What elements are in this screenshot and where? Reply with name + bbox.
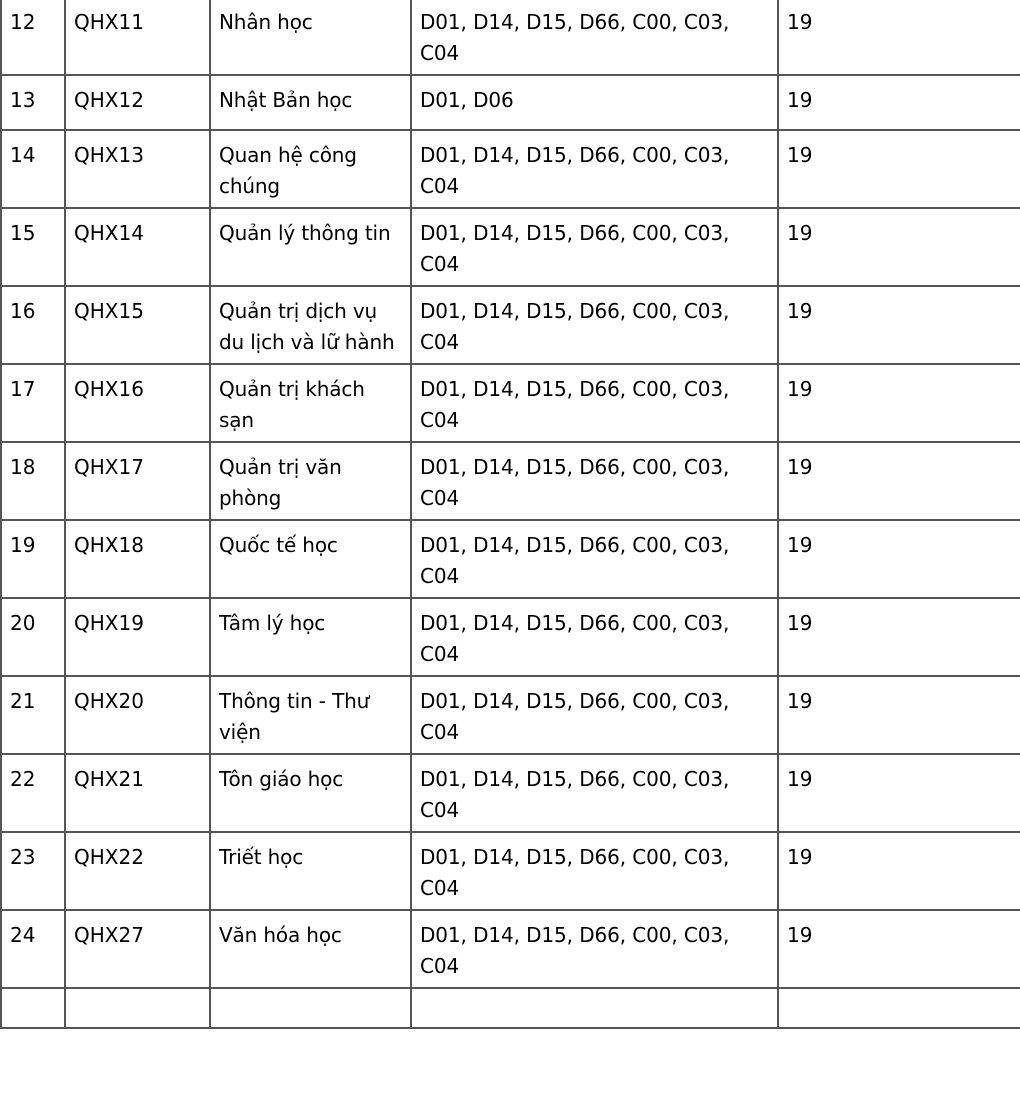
table-row <box>1 75 1020 130</box>
table-row <box>1 442 1020 520</box>
major-code-cell: QHX22 <box>65 832 210 910</box>
major-name-cell: Thông tin - Thư viện <box>210 676 411 754</box>
table-row <box>1 910 1020 988</box>
table-row <box>1 754 1020 832</box>
major-code-cell: QHX13 <box>65 130 210 208</box>
major-name-cell: Nhân học <box>210 0 411 75</box>
table-row <box>1 364 1020 442</box>
score-cell: 19 <box>778 364 1020 442</box>
score-cell: 19 <box>778 0 1020 75</box>
subject-combinations-cell: D01, D14, D15, D66, C00, C03, C04 <box>411 130 778 208</box>
major-code-cell: QHX21 <box>65 754 210 832</box>
score-cell: 19 <box>778 676 1020 754</box>
row-number-cell: 21 <box>1 676 65 754</box>
score-cell: 19 <box>778 832 1020 910</box>
table-row-cut-off <box>1 988 1020 1028</box>
table-row <box>1 832 1020 910</box>
score-cell: 19 <box>778 910 1020 988</box>
major-code-cell: QHX18 <box>65 520 210 598</box>
score-cell: 19 <box>778 754 1020 832</box>
major-name-cell: Tôn giáo học <box>210 754 411 832</box>
table-row <box>1 0 1020 75</box>
major-name-cell: Triết học <box>210 832 411 910</box>
major-name-cell: Quan hệ công chúng <box>210 130 411 208</box>
table-row <box>1 598 1020 676</box>
score-cell: 19 <box>778 75 1020 130</box>
major-code-cell: QHX12 <box>65 75 210 130</box>
major-name-cell: Văn hóa học <box>210 910 411 988</box>
major-code-cell: QHX19 <box>65 598 210 676</box>
subject-combinations-cell: D01, D14, D15, D66, C00, C03, C04 <box>411 442 778 520</box>
major-code-cell: QHX27 <box>65 910 210 988</box>
subject-combinations-cell: D01, D14, D15, D66, C00, C03, C04 <box>411 520 778 598</box>
subject-combinations-cell: D01, D14, D15, D66, C00, C03, C04 <box>411 364 778 442</box>
empty-cell <box>778 988 1020 1028</box>
row-number-cell: 15 <box>1 208 65 286</box>
score-cell: 19 <box>778 130 1020 208</box>
row-number-cell: 18 <box>1 442 65 520</box>
table-row <box>1 130 1020 208</box>
table-row <box>1 286 1020 364</box>
row-number-cell: 13 <box>1 75 65 130</box>
row-number-cell: 20 <box>1 598 65 676</box>
row-number-cell: 12 <box>1 0 65 75</box>
subject-combinations-cell: D01, D14, D15, D66, C00, C03, C04 <box>411 754 778 832</box>
major-name-cell: Quản trị văn phòng <box>210 442 411 520</box>
subject-combinations-cell: D01, D14, D15, D66, C00, C03, C04 <box>411 676 778 754</box>
major-code-cell: QHX16 <box>65 364 210 442</box>
major-name-cell: Quốc tế học <box>210 520 411 598</box>
empty-cell <box>411 988 778 1028</box>
major-code-cell: QHX15 <box>65 286 210 364</box>
row-number-cell: 23 <box>1 832 65 910</box>
row-number-cell: 16 <box>1 286 65 364</box>
empty-cell <box>210 988 411 1028</box>
subject-combinations-cell: D01, D14, D15, D66, C00, C03, C04 <box>411 910 778 988</box>
major-code-cell: QHX14 <box>65 208 210 286</box>
score-cell: 19 <box>778 208 1020 286</box>
admissions-table-body <box>1 0 1020 1028</box>
major-code-cell: QHX17 <box>65 442 210 520</box>
major-name-cell: Quản trị khách sạn <box>210 364 411 442</box>
table-row <box>1 520 1020 598</box>
major-name-cell: Nhật Bản học <box>210 75 411 130</box>
major-code-cell: QHX11 <box>65 0 210 75</box>
score-cell: 19 <box>778 442 1020 520</box>
row-number-cell: 24 <box>1 910 65 988</box>
score-cell: 19 <box>778 286 1020 364</box>
table-row <box>1 208 1020 286</box>
table-row <box>1 676 1020 754</box>
row-number-cell: 17 <box>1 364 65 442</box>
score-cell: 19 <box>778 520 1020 598</box>
subject-combinations-cell: D01, D14, D15, D66, C00, C03, C04 <box>411 832 778 910</box>
score-cell: 19 <box>778 598 1020 676</box>
row-number-cell: 14 <box>1 130 65 208</box>
subject-combinations-cell: D01, D14, D15, D66, C00, C03, C04 <box>411 208 778 286</box>
row-number-cell: 19 <box>1 520 65 598</box>
subject-combinations-cell: D01, D14, D15, D66, C00, C03, C04 <box>411 0 778 75</box>
subject-combinations-cell: D01, D14, D15, D66, C00, C03, C04 <box>411 286 778 364</box>
empty-cell <box>65 988 210 1028</box>
major-name-cell: Quản lý thông tin <box>210 208 411 286</box>
empty-cell <box>1 988 65 1028</box>
major-code-cell: QHX20 <box>65 676 210 754</box>
row-number-cell: 22 <box>1 754 65 832</box>
subject-combinations-cell: D01, D14, D15, D66, C00, C03, C04 <box>411 598 778 676</box>
major-name-cell: Tâm lý học <box>210 598 411 676</box>
major-name-cell: Quản trị dịch vụ du lịch và lữ hành <box>210 286 411 364</box>
subject-combinations-cell: D01, D06 <box>411 75 778 130</box>
